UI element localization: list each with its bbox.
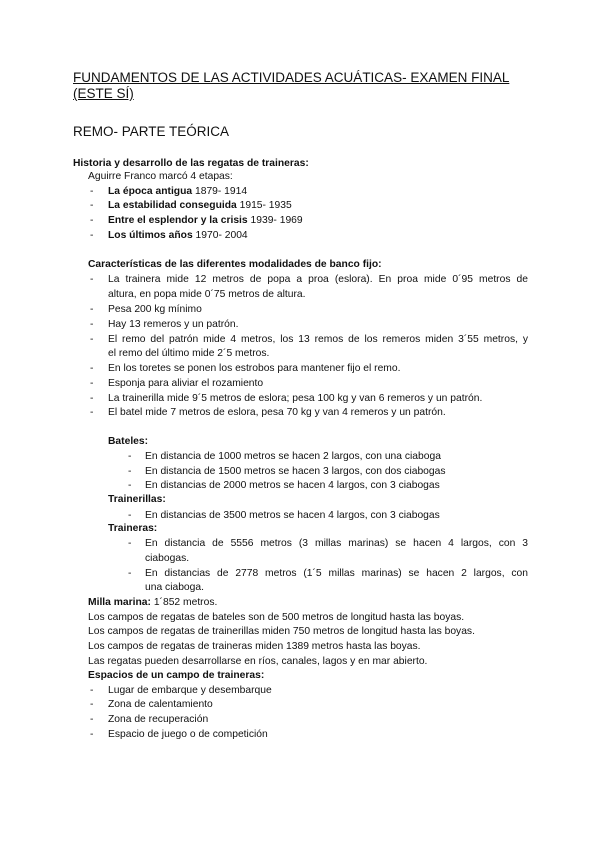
espacios-item: Lugar de embarque y desembarque bbox=[108, 685, 272, 696]
traineras-item: En distancia de 5556 metros (3 millas marinas) se hacen 4 largos, con 3 bbox=[145, 538, 528, 549]
bullet: - bbox=[128, 451, 132, 462]
caracteristica-item: En los toretes se ponen los estrobos para mantener fijo el remo. bbox=[108, 363, 401, 374]
campos-line: Los campos de regatas de traineras miden 1389 metros hasta las boyas. bbox=[88, 641, 421, 652]
caracteristica-item: Pesa 200 kg mínimo bbox=[108, 304, 202, 315]
bullet: - bbox=[90, 319, 94, 330]
espacios-item: Zona de recuperación bbox=[108, 714, 209, 725]
caracteristica-item: La trainerilla mide 9´5 metros de eslora; pesa 100 kg y van 6 remeros y un patrón. bbox=[108, 393, 483, 404]
bullet: - bbox=[90, 200, 94, 211]
trainerillas-heading: Trainerillas: bbox=[108, 494, 166, 505]
bullet: - bbox=[128, 466, 132, 477]
document-title: FUNDAMENTOS DE LAS ACTIVIDADES ACUÁTICAS- EXAMEN FINAL (ESTE SÍ) bbox=[73, 70, 510, 101]
traineras-item-cont: una ciaboga. bbox=[145, 582, 204, 593]
historia-heading: Historia y desarrollo de las regatas de traineras: bbox=[73, 158, 309, 169]
espacios-item: Espacio de juego o de competición bbox=[108, 729, 268, 740]
caracteristica-item: La trainera mide 12 metros de popa a proa (eslora). En proa mide 0´95 metros de bbox=[108, 274, 528, 285]
caracteristica-item-cont: altura, en popa mide 0´75 metros de altura. bbox=[108, 289, 306, 300]
etapa-item: Los últimos años 1970- 2004 bbox=[108, 230, 248, 241]
bullet: - bbox=[90, 378, 94, 389]
milla-marina: Milla marina: 1´852 metros. bbox=[88, 597, 218, 608]
bullet: - bbox=[90, 334, 94, 345]
caracteristica-item: Esponja para aliviar el rozamiento bbox=[108, 378, 264, 389]
bullet: - bbox=[90, 186, 94, 197]
bullet: - bbox=[128, 480, 132, 491]
traineras-item-cont: ciabogas. bbox=[145, 553, 190, 564]
bullet: - bbox=[90, 274, 94, 285]
bullet: - bbox=[90, 363, 94, 374]
bullet: - bbox=[90, 685, 94, 696]
bullet: - bbox=[90, 714, 94, 725]
bullet: - bbox=[90, 407, 94, 418]
caracteristica-item-cont: el remo del último mide 2´5 metros. bbox=[108, 348, 270, 359]
bateles-heading: Bateles: bbox=[108, 436, 149, 447]
bateles-item: En distancias de 2000 metros se hacen 4 largos, con 3 ciabogas bbox=[145, 480, 440, 491]
historia-intro: Aguirre Franco marcó 4 etapas: bbox=[88, 171, 233, 182]
traineras-item: En distancias de 2778 metros (1´5 millas marinas) se hacen 2 largos, con bbox=[145, 568, 528, 579]
bullet: - bbox=[90, 699, 94, 710]
espacios-heading: Espacios de un campo de traineras: bbox=[88, 670, 265, 681]
caracteristicas-heading: Características de las diferentes modalidades de banco fijo: bbox=[88, 259, 382, 270]
trainerillas-item: En distancias de 3500 metros se hacen 4 largos, con 3 ciabogas bbox=[145, 510, 440, 521]
caracteristica-item: El batel mide 7 metros de eslora, pesa 70 kg y van 4 remeros y un patrón. bbox=[108, 407, 446, 418]
bullet: - bbox=[90, 729, 94, 740]
section-title: REMO- PARTE TEÓRICA bbox=[73, 124, 230, 139]
bullet: - bbox=[90, 230, 94, 241]
campos-line: Los campos de regatas de trainerillas miden 750 metros de longitud hasta las boyas. bbox=[88, 626, 475, 637]
espacios-item: Zona de calentamiento bbox=[108, 699, 213, 710]
traineras-heading: Traineras: bbox=[108, 523, 158, 534]
bullet: - bbox=[90, 215, 94, 226]
campos-line: Las regatas pueden desarrollarse en ríos, canales, lagos y en mar abierto. bbox=[88, 656, 428, 667]
etapa-item: La estabilidad conseguida 1915- 1935 bbox=[108, 200, 292, 211]
bullet: - bbox=[128, 510, 132, 521]
etapa-item: La época antigua 1879- 1914 bbox=[108, 186, 248, 197]
caracteristica-item: Hay 13 remeros y un patrón. bbox=[108, 319, 239, 330]
bateles-item: En distancia de 1000 metros se hacen 2 largos, con una ciaboga bbox=[145, 451, 441, 462]
caracteristica-item: El remo del patrón mide 4 metros, los 13 remos de los remeros miden 3´55 metros, y bbox=[108, 334, 528, 345]
bullet: - bbox=[128, 568, 132, 579]
campos-line: Los campos de regatas de bateles son de 500 metros de longitud hasta las boyas. bbox=[88, 612, 465, 623]
bateles-item: En distancia de 1500 metros se hacen 3 largos, con dos ciabogas bbox=[145, 466, 446, 477]
bullet: - bbox=[90, 304, 94, 315]
bullet: - bbox=[128, 538, 132, 549]
etapa-item: Entre el esplendor y la crisis 1939- 1969 bbox=[108, 215, 303, 226]
bullet: - bbox=[90, 393, 94, 404]
